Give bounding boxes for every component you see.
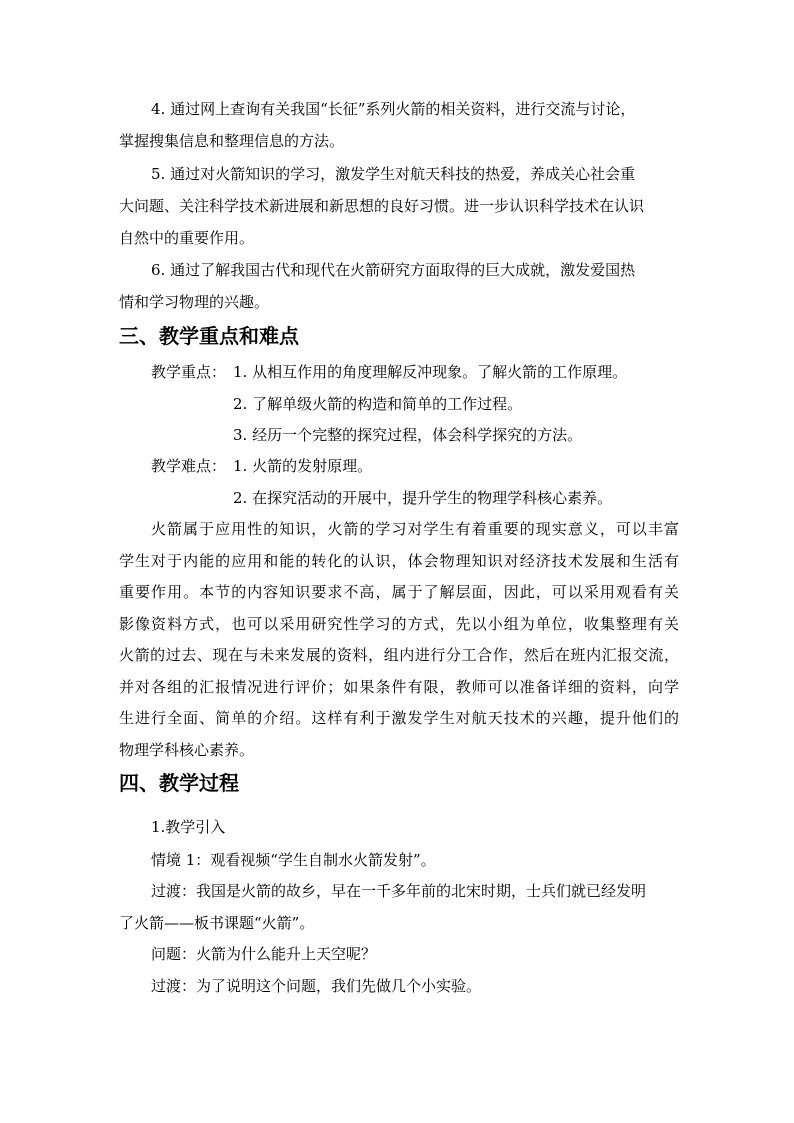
section-3-heading: 三、教学重点和难点 bbox=[119, 324, 299, 348]
objective-5-line-1: 5. 通过对火箭知识的学习，激发学生对航天科技的热爱，养成关心社会重 bbox=[151, 165, 636, 183]
analysis-paragraph-text-5: 火箭的过去、现在与未来发展的资料，组内进行分工合作，然后在班内汇报交流， bbox=[119, 646, 679, 664]
transition-1-line-2: 了火箭——板书课题“火箭”。 bbox=[119, 914, 315, 932]
analysis-paragraph-text-3: 重要作用。本节的内容知识要求不高，属于了解层面，因此，可以采用观看有关 bbox=[119, 583, 679, 601]
scenario-1: 情境 1：观看视频“学生自制水火箭发射”。 bbox=[151, 851, 436, 869]
transition-2: 过渡：为了说明这个问题，我们先做几个小实验。 bbox=[151, 977, 482, 995]
analysis-paragraph-text-7: 生进行全面、简单的介绍。这样有利于激发学生对航天技术的兴趣，提升他们的 bbox=[119, 709, 679, 727]
analysis-paragraph-line-7 bbox=[119, 708, 679, 728]
key-points-label: 教学重点： bbox=[151, 363, 227, 381]
objective-6-line-2: 情和学习物理的兴趣。 bbox=[119, 293, 270, 311]
objective-4-line-2: 掌握搜集信息和整理信息的方法。 bbox=[119, 132, 345, 150]
analysis-paragraph-line-8: 物理学科核心素养。 bbox=[119, 741, 255, 759]
objective-5-line-3: 自然中的重要作用。 bbox=[119, 229, 255, 247]
analysis-paragraph-line-6 bbox=[119, 677, 679, 697]
key-point-2: 2. 了解单级火箭的构造和简单的工作过程。 bbox=[233, 395, 523, 413]
analysis-paragraph-text-1: 火箭属于应用性的知识，火箭的学习对学生有着重要的现实意义，可以丰富 bbox=[151, 520, 679, 538]
section-4-heading: 四、教学过程 bbox=[119, 771, 239, 795]
difficulty-point-2: 2. 在探究活动的开展中，提升学生的物理学科核心素养。 bbox=[233, 489, 613, 507]
analysis-paragraph-text-6: 并对各组的汇报情况进行评价；如果条件有限，教师可以准备详细的资料，向学 bbox=[119, 678, 679, 696]
subsection-teaching-introduction: 1.教学引入 bbox=[151, 818, 226, 836]
transition-1-line-1: 过渡：我国是火箭的故乡，早在一千多年前的北宋时期，士兵们就已经发明 bbox=[151, 882, 647, 900]
difficulty-points-label: 教学难点： bbox=[151, 457, 227, 475]
question-line: 问题：火箭为什么能升上天空呢？ bbox=[151, 945, 377, 963]
difficulty-point-1: 1. 火箭的发射原理。 bbox=[233, 457, 373, 475]
key-point-1: 1. 从相互作用的角度理解反冲现象。了解火箭的工作原理。 bbox=[233, 363, 628, 381]
analysis-paragraph-text-2: 学生对于内能的应用和能的转化的认识，体会物理知识对经济技术发展和生活有 bbox=[119, 552, 679, 570]
analysis-paragraph-line-2 bbox=[119, 551, 679, 571]
analysis-paragraph-line-3 bbox=[119, 582, 679, 602]
objective-6-line-1: 6. 通过了解我国古代和现代在火箭研究方面取得的巨大成就，激发爱国热 bbox=[151, 261, 636, 279]
analysis-paragraph-text-4: 影像资料方式，也可以采用研究性学习的方式，先以小组为单位，收集整理有关 bbox=[119, 615, 679, 633]
analysis-paragraph-line-1 bbox=[151, 519, 679, 539]
key-point-3: 3. 经历一个完整的探究过程，体会科学探究的方法。 bbox=[233, 426, 583, 444]
objective-5-line-2: 大问题、关注科学技术新进展和新思想的良好习惯。进一步认识科学技术在认识 bbox=[119, 197, 645, 215]
analysis-paragraph-line-5 bbox=[119, 645, 679, 665]
objective-4-line-1: 4. 通过网上查询有关我国“长征”系列火箭的相关资料，进行交流与讨论， bbox=[151, 100, 636, 118]
analysis-paragraph-line-4 bbox=[119, 614, 679, 634]
